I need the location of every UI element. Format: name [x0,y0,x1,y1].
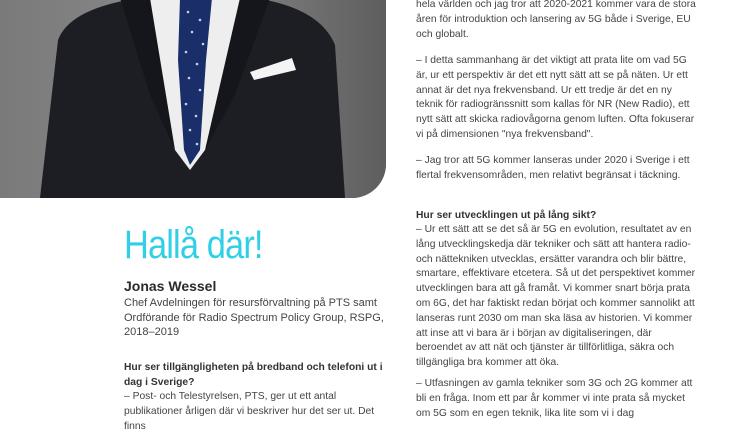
interview-question-long-term: Hur ser utvecklingen ut på lång sikt? [416,210,597,221]
person-name: Jonas Wessel [124,278,217,294]
interview-question-broadband: Hur ser tillgängligheten på bredband och telefoni ut i dag i Sverige? [124,362,383,388]
portrait-photo [0,0,386,198]
portrait-illustration [0,0,386,198]
body-paragraph-1: hela världen och jag tror att 2020-2021 kommer vara de stora åren för introduktion och lansering av 5G både i Sverige, EU och globalt. [416,0,696,40]
page-heading: Hallå där! [124,223,263,267]
body-paragraph-3: – Jag tror att 5G kommer lanseras under 2020 i Sverige i ett flertal frekvensområden, men relativt begränsat i täckning. [416,155,690,181]
body-paragraph-4: – Ur ett sätt att se det så är 5G en evolution, resultatet av en lång utvecklingskedja där tekniker och sätt att hantera radio- och nättekniken utvecklas, ersätter varandra och blir bättre, smartare, effektivare etcetera. Så ut det perspektivet kommer utvecklingen bara att gå framåt. Vi kommer snart börja prata om 6G, det har faktiskt redan börjat och kommer sannolikt att lanseras runt 2030 om man ska läsa av historien. Vi kommer att inse att vi bara är i början av digitaliseringen, där beroendet av att nät och tjänster är tillförlitliga, säkra och tillgängliga bra kommer att öka. [416,224,696,369]
body-paragraph-5: – Utfasningen av gamla tekniker som 3G och 2G kommer att bli en fråga. Inom ett par år kommer vi inte prata så mycket om 5G som en egen teknik, lika lite som vi i dag [416,378,693,419]
person-role: Chef Avdelningen för resursförvaltning på PTS samt Ordförande för Radio Spectrum Policy Group, RSPG, 2018–2019 [124,297,384,338]
body-paragraph-2: – I detta sammanhang är det viktigt att prata lite om vad 5G är, ur ett perspektiv är det ett nytt sätt att se på näten. Ur ett annat är det nya frekvensband. Ur ett tredje är det en ny teknik för radiogränssnitt som kallas för NR (New Radio), ett nytt sätt att skicka radiovågorna genom luften. Ofta fokuserar vi på dimensionen "nya frekvensband". [416,55,695,140]
interview-answer-broadband: – Post- och Telestyrelsen, PTS, ger ut ett antal publikationer årligen där vi beskriver hur det ser ut. Det finns [124,391,375,432]
